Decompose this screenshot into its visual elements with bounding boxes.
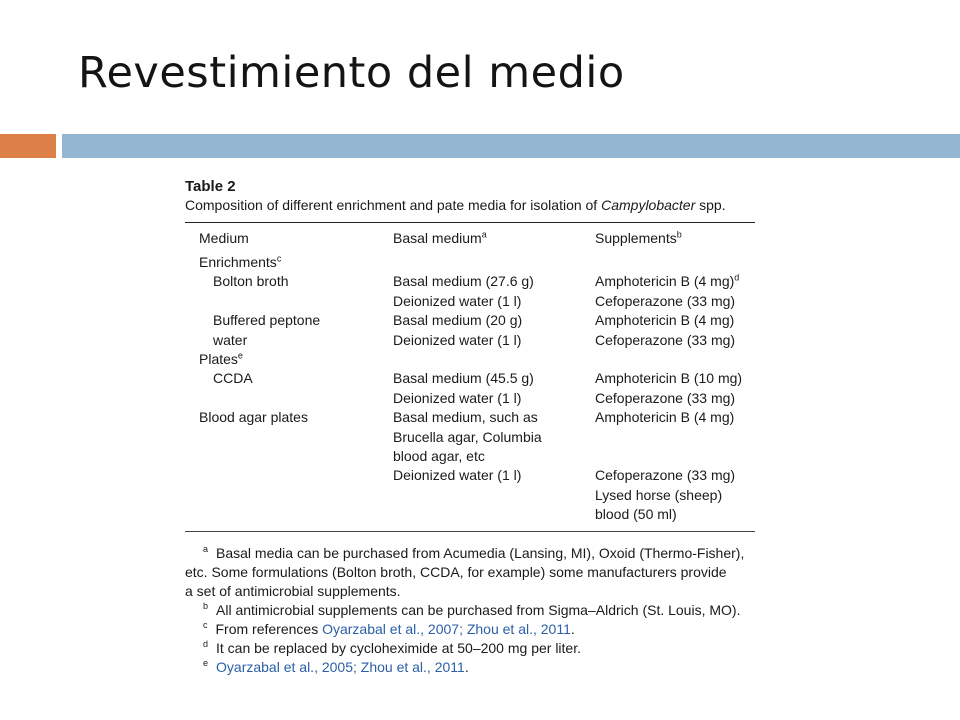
cell-medium <box>185 292 393 311</box>
footnote-e-link[interactable]: Oyarzabal et al., 2005; Zhou et al., 2011 <box>216 658 465 675</box>
table-row <box>185 350 755 369</box>
table-row <box>185 331 755 350</box>
table-row <box>185 369 755 388</box>
cell-medium <box>185 428 393 447</box>
cell-supplement <box>595 428 755 447</box>
header-basal-sup: a <box>481 229 487 240</box>
footnote-a-cont: etc. Some formulations (Bolton broth, CCDA, for example) some manufacturers provide <box>185 563 727 580</box>
table-row <box>185 272 755 291</box>
cell-supplement: Lysed horse (sheep) <box>595 486 723 503</box>
cell-medium <box>185 486 393 505</box>
cell-supplement: Amphotericin B (4 mg) <box>595 409 735 426</box>
cell-supplement: Cefoperazone (33 mg) <box>595 292 736 309</box>
footnote-a-cont2: a set of antimicrobial supplements. <box>185 582 401 599</box>
footnotes <box>185 544 755 677</box>
header-supplements: Supplements$^b$ <box>595 229 682 246</box>
table-caption <box>185 196 755 214</box>
caption-end: spp. <box>695 197 726 213</box>
accent-bar-blue <box>62 134 960 158</box>
cell-medium: Bolton broth <box>213 273 289 290</box>
cell-supplement: Cefoperazone (33 mg) <box>595 467 736 484</box>
cell-medium: Blood agar plates <box>199 409 308 426</box>
cell-basal: Basal medium (45.5 g) <box>393 370 534 387</box>
table-row <box>185 408 755 427</box>
caption-text: Composition of different enrichment and pate media for isolation of <box>185 197 602 213</box>
cell-supplement: Amphotericin B (4 mg) <box>595 312 735 329</box>
cell-basal <box>393 486 595 505</box>
table-row <box>185 389 755 408</box>
cell-supplement: Amphotericin B (4 mg)$^d$ <box>595 272 740 290</box>
cell-medium <box>185 505 393 524</box>
cell-basal: Deionized water (1 l) <box>393 389 522 406</box>
cell-basal: Deionized water (1 l) <box>393 331 522 348</box>
cell-supplement <box>595 447 755 466</box>
table-bottom-rule <box>185 531 755 532</box>
cell-basal <box>393 350 595 369</box>
table-figure <box>185 178 755 677</box>
cell-medium <box>185 447 393 466</box>
cell-basal: Basal medium (20 g) <box>393 312 523 329</box>
table-row <box>185 505 755 524</box>
cell-basal <box>393 505 595 524</box>
cell-basal: blood agar, etc <box>393 448 485 465</box>
table-header-row <box>185 223 755 253</box>
caption-italic: Campylobacter <box>601 197 696 213</box>
table-row <box>185 428 755 447</box>
table-row <box>185 486 755 505</box>
cell-supplement: Amphotericin B (10 mg) <box>595 370 743 387</box>
cell-medium: CCDA <box>213 370 253 387</box>
table-label: Table 2 <box>185 178 236 195</box>
accent-bar-orange <box>0 134 56 158</box>
cell-supplement: Cefoperazone (33 mg) <box>595 331 736 348</box>
composition-table <box>185 223 755 525</box>
footnote-b: $^b$ All antimicrobial supplements can be purchased from Sigma–Aldrich (St. Louis, MO). <box>203 601 741 618</box>
table-row <box>185 311 755 330</box>
header-basal: Basal medium$^a$ <box>393 229 487 246</box>
footnote-d: $^d$ It can be replaced by cycloheximide at 50–200 mg per liter. <box>203 639 581 656</box>
footnote-c-link[interactable]: Oyarzabal et al., 2007; Zhou et al., 2011 <box>322 620 571 637</box>
footnote-a: $^a$ Basal media can be purchased from Acumedia (Lansing, MI), Oxoid (Thermo-Fisher), <box>203 544 745 561</box>
cell-medium: water <box>213 331 248 348</box>
cell-supplement <box>595 253 755 272</box>
cell-basal <box>393 253 595 272</box>
cell-medium <box>185 389 393 408</box>
cell-basal: Basal medium, such as <box>393 409 538 426</box>
header-supplements-sup: b <box>676 229 682 240</box>
table-row <box>185 466 755 485</box>
cell-medium: Plates$^e$ <box>199 350 243 368</box>
cell-medium: Buffered peptone <box>213 312 321 329</box>
table-body <box>185 253 755 525</box>
table-row <box>185 253 755 272</box>
table-row <box>185 447 755 466</box>
cell-medium <box>185 466 393 485</box>
cell-basal: Deionized water (1 l) <box>393 292 522 309</box>
slide-title: Revestimiento del medio <box>78 48 625 98</box>
header-medium: Medium <box>199 230 249 246</box>
cell-supplement <box>595 350 755 369</box>
cell-basal: Brucella agar, Columbia <box>393 428 542 445</box>
cell-medium: Enrichments$^c$ <box>199 253 282 270</box>
cell-basal: Deionized water (1 l) <box>393 467 522 484</box>
footnote-c: $^c$ From references Oyarzabal et al., 2007; Zhou et al., 2011. <box>203 620 575 637</box>
footnote-e: $^e$ Oyarzabal et al., 2005; Zhou et al., 2011. <box>203 658 469 675</box>
cell-supplement: blood (50 ml) <box>595 506 677 523</box>
cell-supplement: Cefoperazone (33 mg) <box>595 389 736 406</box>
cell-basal: Basal medium (27.6 g) <box>393 273 534 290</box>
table-row <box>185 292 755 311</box>
